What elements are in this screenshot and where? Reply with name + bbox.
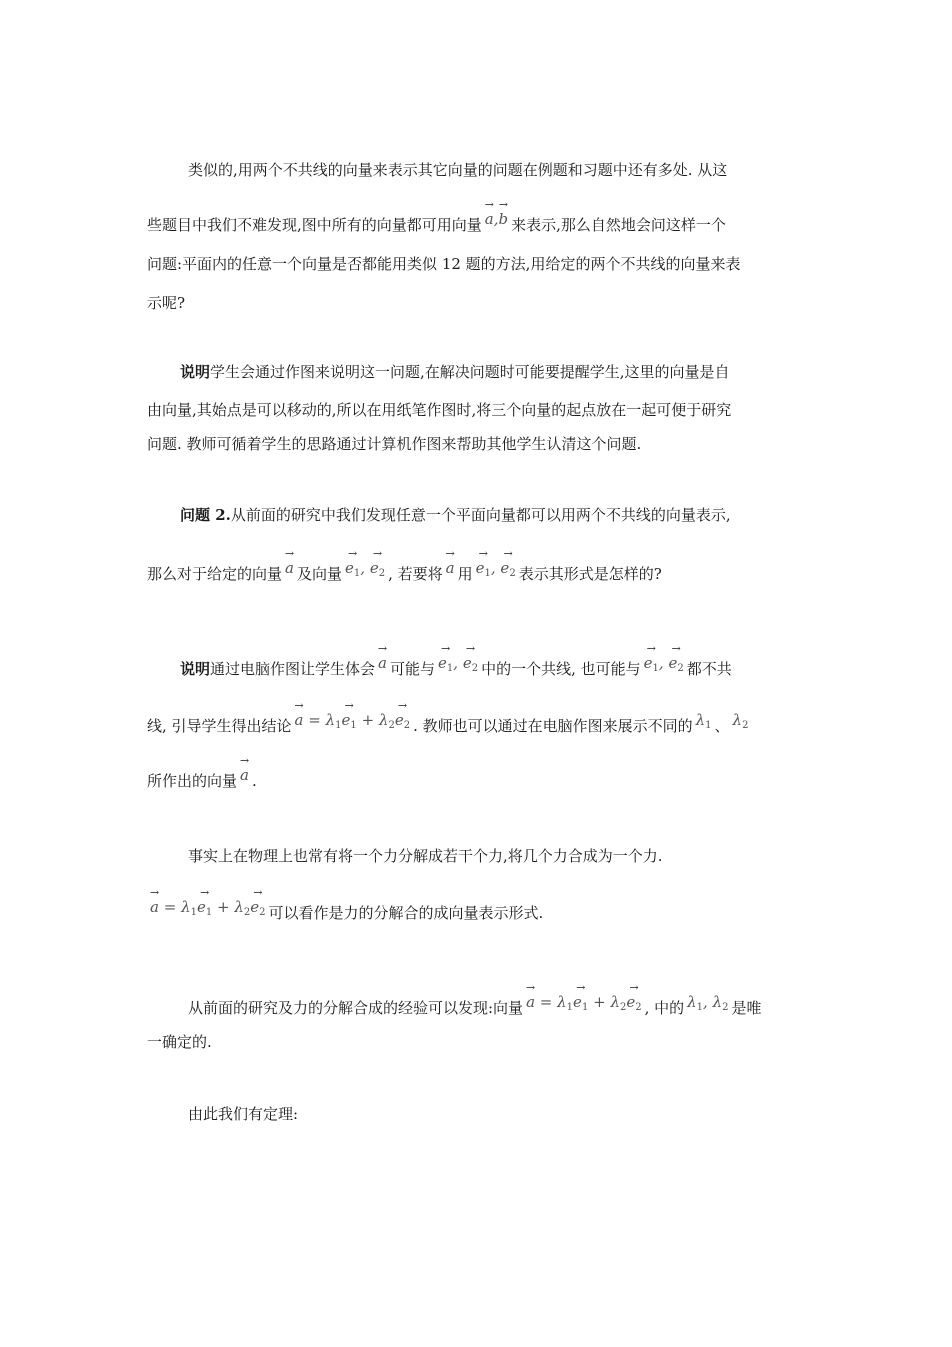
paragraph-1-line-4: 示呢? [147, 294, 186, 312]
note-2-line-1: 说明通过电脑作图让学生体会→ a 可能与→ $e_1$, → $e_2$ 中的一个共线, 也可能与→ $e_1$, → $e_2$ 都不共 [180, 655, 840, 685]
note-1-line-3: 问题. 教师可循着学生的思路通过计算机作图来帮助其他学生认清这个问题. [147, 435, 642, 453]
note-1-line-2: 由向量,其始点是可以移动的,所以在用纸笔作图时,将三个向量的起点放在一起可便于研究 [147, 401, 732, 419]
uniqueness-line-2: 一确定的. [147, 1033, 212, 1051]
theorem-intro: 由此我们有定理: [188, 1105, 299, 1123]
note-2-line-2: 线, 引导学生得出结论→ $a = \lambda_1\to e_1 + \lambda_2\to e_2$ . 教师也可以通过在电脑作图来展示不同的 $\lambda_1$ 、 $\lambda_2$ [147, 712, 807, 742]
question-2-label: 问题 2. [180, 506, 231, 524]
uniqueness-line-1: 从前面的研究及力的分解合成的经验可以发现:向量→ $a = \lambda_1\to e_1 + \lambda_2\to e_2$ , 中的 $\lambda_1$, $\lambda_2$ 是唯 [188, 994, 848, 1024]
note-2-label: 说明 [180, 660, 211, 678]
question-2-line-2: 那么对于给定的向量→ a 及向量→ $e_1$, → $e_2$ , 若要将→ a 用→ $e_1$, → $e_2$ 表示其形式是怎样的? [147, 560, 807, 590]
force-decomposition-formula: → $a = \lambda_1\to e_1 + \lambda_2\to e_2$ [150, 893, 266, 923]
paragraph-1-line-2: 些题目中我们不难发现,图中所有的向量都可用向量→ a,→ b 来表示,那么自然地会问这样一个 [147, 211, 807, 235]
vector-a-b-formula: → a,→ b [485, 205, 508, 229]
question-2-line-1: 问题 2.从前面的研究中我们发现任意一个平面向量都可以用两个不共线的向量表示, [180, 506, 731, 524]
note-1-label: 说明 [180, 363, 211, 381]
note-1-line-1: 说明学生会通过作图来说明这一问题,在解决问题时可能要提醒学生,这里的向量是自 [180, 363, 730, 381]
physics-line-1: 事实上在物理上也常有将一个力分解成若干个力,将几个力合成为一个力. [188, 847, 663, 865]
paragraph-1-line-1: 类似的,用两个不共线的向量来表示其它向量的问题在例题和习题中还有多处. 从这 [188, 161, 728, 179]
note-2-line-3: 所作出的向量→ a . [147, 767, 807, 791]
physics-line-2: → $a = \lambda_1\to e_1 + \lambda_2\to e_2$ 可以看作是力的分解合的成向量表示形式. [147, 899, 807, 929]
linear-combination-formula: → $a = \lambda_1\to e_1 + \lambda_2\to e_2$ [295, 706, 411, 736]
uniqueness-formula: → $a = \lambda_1\to e_1 + \lambda_2\to e_2$ [526, 988, 642, 1018]
paragraph-1-line-3: 问题:平面内的任意一个向量是否都能用类似 12 题的方法,用给定的两个不共线的向量来表 [147, 255, 741, 273]
